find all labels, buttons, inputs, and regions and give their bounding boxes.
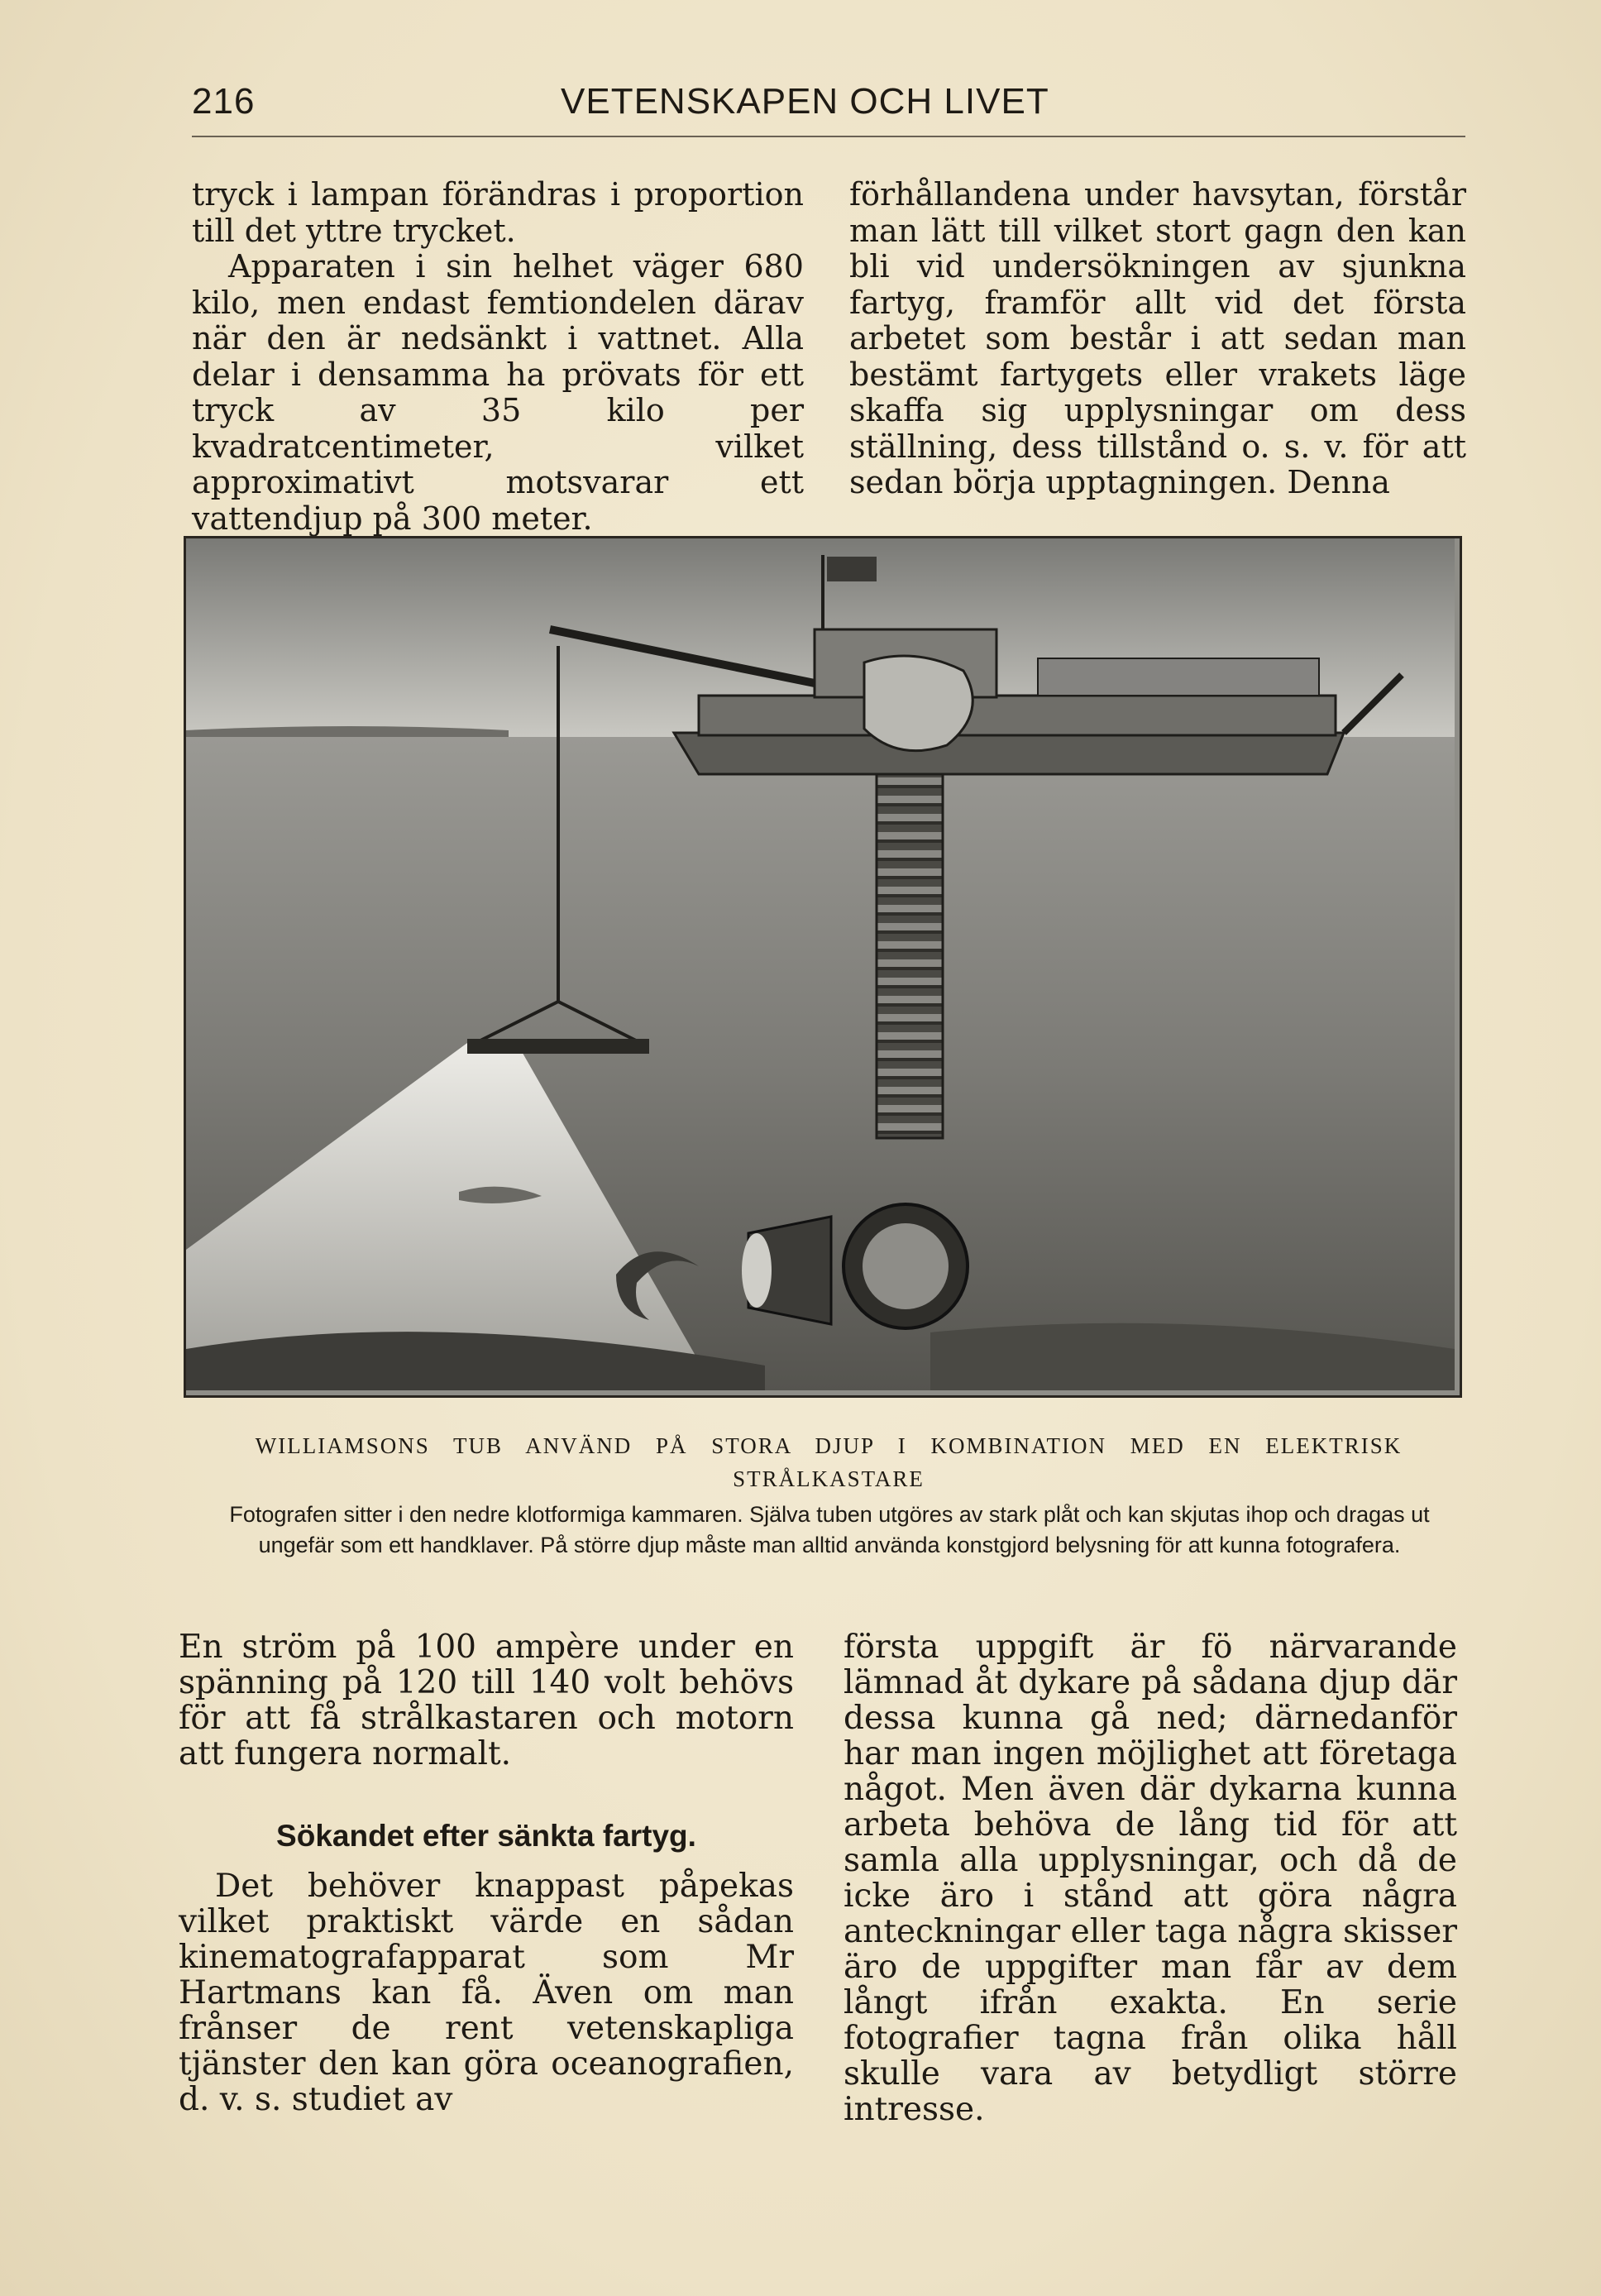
telescopic-tube [877, 774, 943, 1138]
running-title: VETENSKAPEN OCH LIVET [561, 81, 1049, 122]
top-right-column [849, 177, 1466, 501]
paragraph: första uppgift är fö närvarande lämnad åt dykare på sådana djup där dessa kunna gå ned; därnedanför har man ingen möjlighet att företaga något. Men även där dykarna kunna arbeta behöva de lång tid för att samla alla upplysningar, och då de icke äro i stånd att göra några anteckningar eller taga några skisser äro de uppgifter man får av dem långt ifrån exakta. En serie fotografier tagna från olika håll skulle vara av betydligt större intresse. [844, 1629, 1457, 2128]
page-number: 216 [192, 81, 256, 122]
paragraph: En ström på 100 ampère under en spänning på 120 till 140 volt behövs för att få strålkastaren och motorn att fungera normalt. [179, 1629, 794, 1772]
illustration-drawing [186, 538, 1455, 1390]
paragraph: Apparaten i sin helhet väger 680 kilo, men endast femtiondelen därav när den är nedsänkt i vattnet. Alla delar i densamma ha prövats för ett tryck av 35 kilo per kvadratcentimeter, vilket approximativt motsvarar ett vattendjup på 300 meter. [192, 248, 804, 537]
figure-caption-text: Fotografen sitter i den nedre klotformiga kammaren. Själva tuben utgöres av stark plåt och kan skjutas ihop och dragas ut ungefär som ett handklaver. På större djup måste man alltid använda konstgjord belysning för att kunna fotografera. [229, 1502, 1430, 1557]
bottom-right-column [844, 1629, 1457, 2127]
paragraph: förhållandena under havsytan, förstår man lätt till vilket stort gagn den kan bli vid undersökningen av sjunkna fartyg, framför allt vid det första arbetet som består i att sedan man bestämt fartygets eller vrakets läge skaffa sig upplysningar om dess ställning, dess tillstånd o. s. v. för att sedan börja upptagningen. Denna [849, 176, 1466, 500]
illustration-williamson-tube [184, 536, 1462, 1398]
top-left-column [192, 177, 804, 537]
bottom-left-column [179, 1629, 794, 2117]
section-heading: Sökandet efter sänkta fartyg. [276, 1819, 696, 1853]
searchlight [467, 1039, 649, 1054]
paragraph: tryck i lampan förändras i proportion till det yttre trycket. [192, 176, 804, 249]
figure-caption-title: WILLIAMSONS TUB ANVÄND PÅ STORA DJUP I KOMBINATION MED EN ELEKTRISK STRÅLKASTARE [255, 1433, 1403, 1491]
paragraph: Det behöver knappast påpekas vilket praktiskt värde en sådan kinematografapparat som Mr Hartmans kan få. Även om man frånser de rent vetenskapliga tjänster den kan göra oceanografien, d. v. s. studiet av [179, 1868, 794, 2118]
page-header [192, 81, 1465, 137]
